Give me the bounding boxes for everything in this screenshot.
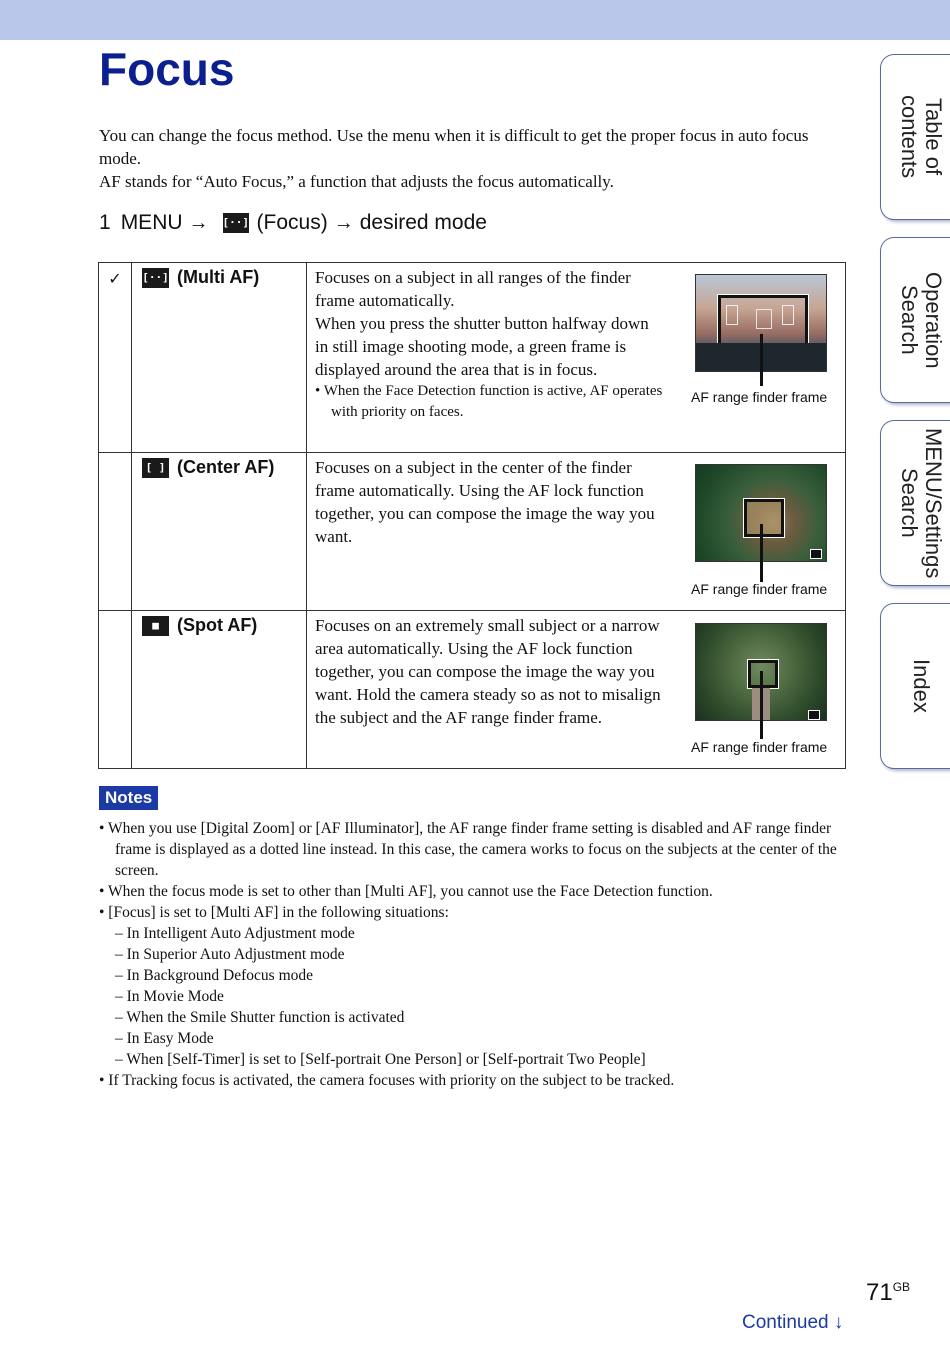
focus-mode-table	[98, 262, 846, 769]
tab-label: MENU/Settings Search	[897, 427, 946, 579]
focus-icon: [··]	[223, 213, 249, 233]
description-text: Focuses on a subject in the center of the finder frame automatically. Using the AF lock function together, you can compose the image the way you want.	[315, 458, 655, 546]
notes-heading: Notes	[99, 786, 158, 810]
mode-description-cell	[307, 611, 846, 769]
menu-label: MENU	[120, 211, 183, 234]
note-item: • If Tracking focus is activated, the camera focuses with priority on the subject to be tracked.	[99, 1072, 675, 1089]
right-arrow-icon: →	[188, 211, 209, 234]
example-photo-multi-af	[691, 274, 828, 405]
notes-list	[99, 818, 847, 1091]
check-cell	[99, 611, 132, 769]
step-number: 1	[99, 211, 111, 234]
table-row	[99, 453, 846, 611]
leader-line	[760, 334, 763, 386]
note-item: • When the focus mode is set to other than [Multi AF], you cannot use the Face Detection function.	[99, 883, 713, 900]
intro-paragraph: You can change the focus method. Use the menu when it is difficult to get the proper focus in auto focus mode.	[99, 126, 809, 168]
example-photo-center-af	[691, 464, 828, 597]
multi-af-icon: [··]	[142, 268, 169, 288]
note-sub-item: – When the Smile Shutter function is activated	[115, 1009, 405, 1026]
note-item: • When you use [Digital Zoom] or [AF Illuminator], the AF range finder frame setting is disabled and AF range finder frame is displayed as a dotted line instead. In this case, the camera works to focus on the subjects at the center of the screen.	[99, 820, 837, 879]
page-number-value: 71	[866, 1279, 893, 1306]
step-instruction	[99, 211, 487, 235]
tab-index[interactable]	[880, 603, 950, 769]
note-sub-item: – When [Self-Timer] is set to [Self-portrait One Person] or [Self-portrait Two People]	[115, 1051, 646, 1068]
step-end: desired mode	[359, 211, 487, 234]
check-cell	[99, 263, 132, 453]
page-number	[866, 1279, 910, 1307]
intro-text	[99, 124, 839, 193]
photo-caption: AF range finder frame	[691, 389, 828, 405]
page-title: Focus	[99, 43, 235, 95]
tab-table-of-contents[interactable]	[880, 54, 950, 220]
description-text: Focuses on an extremely small subject or a narrow area automatically. Using the AF lock function together, you can compose the image the way you want. Hold the camera steady so as not to misalign the subject and the AF range finder frame.	[315, 616, 661, 727]
leader-line	[760, 524, 763, 582]
continued-link[interactable]: Continued ↓	[742, 1312, 844, 1333]
note-item: • [Focus] is set to [Multi AF] in the following situations:	[99, 904, 449, 921]
description-bullet: • When the Face Detection function is active, AF operates with priority on faces.	[315, 383, 663, 420]
note-sub-item: – In Movie Mode	[115, 988, 224, 1005]
table-row	[99, 263, 846, 453]
right-arrow-icon: →	[333, 211, 354, 234]
note-sub-item: – In Easy Mode	[115, 1030, 214, 1047]
note-sub-item: – In Intelligent Auto Adjustment mode	[115, 925, 355, 942]
mode-center-af	[142, 457, 306, 478]
check-cell	[99, 453, 132, 611]
focus-label: (Focus)	[256, 211, 328, 234]
intro-paragraph: AF stands for “Auto Focus,” a function that adjusts the focus automatically.	[99, 172, 614, 191]
note-sub-item: – In Background Defocus mode	[115, 967, 314, 984]
photo-caption: AF range finder frame	[691, 739, 828, 755]
tab-menu-settings-search[interactable]	[880, 420, 950, 586]
note-sub-item: – In Superior Auto Adjustment mode	[115, 946, 345, 963]
checkmark-icon: ✓	[108, 269, 122, 288]
description-text: Focuses on a subject in all ranges of the finder frame automatically.	[315, 268, 631, 310]
mode-spot-af	[142, 615, 306, 636]
mode-label: (Spot AF)	[177, 615, 258, 635]
mode-name-cell	[132, 453, 307, 611]
mode-label: (Multi AF)	[177, 267, 260, 287]
header-bar	[0, 0, 950, 40]
mode-description-cell	[307, 453, 846, 611]
tab-label: Index	[909, 659, 934, 713]
tab-label: Table of contents	[897, 95, 946, 179]
center-af-icon: [ ]	[142, 458, 169, 478]
tab-operation-search[interactable]	[880, 237, 950, 403]
page-number-suffix: GB	[892, 1280, 911, 1294]
spot-af-icon: ■	[142, 616, 169, 636]
mode-label: (Center AF)	[177, 457, 275, 477]
example-photo-spot-af	[691, 623, 828, 755]
tab-label: Operation Search	[897, 271, 946, 369]
mode-description-cell	[307, 263, 846, 453]
photo-caption: AF range finder frame	[691, 581, 828, 597]
mode-multi-af	[142, 267, 306, 288]
table-row	[99, 611, 846, 769]
leader-line	[760, 671, 763, 739]
description-text: When you press the shutter button halfway down in still image shooting mode, a green frame is displayed around the area that is in focus.	[315, 314, 649, 379]
mode-name-cell	[132, 611, 307, 769]
mode-name-cell	[132, 263, 307, 453]
